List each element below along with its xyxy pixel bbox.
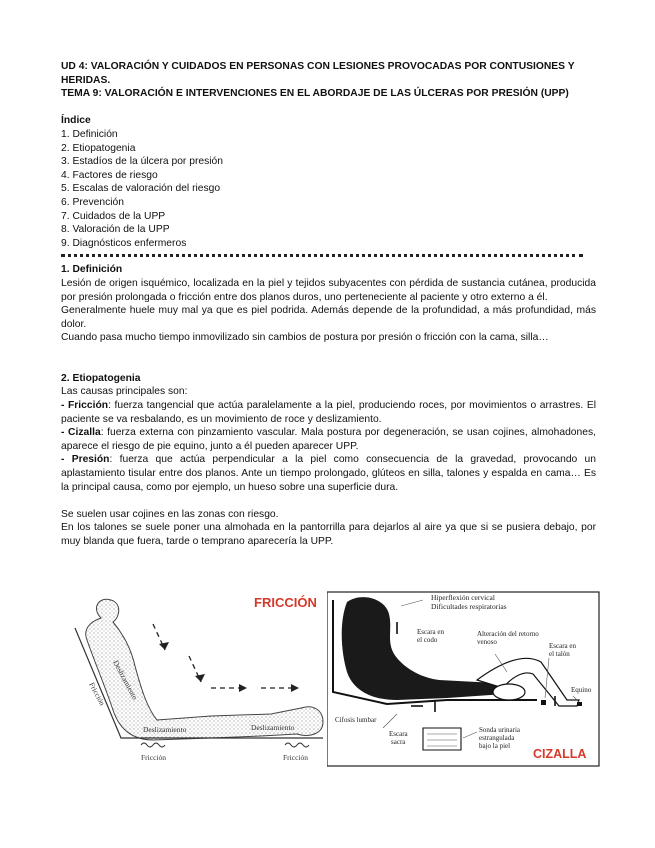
sacral-ulcer-label-1: Escara bbox=[389, 730, 408, 738]
kyphosis-label: Cifosis lumbar bbox=[335, 716, 377, 724]
friction-wave-1 bbox=[141, 743, 165, 747]
bottom-friction-label-1: Fricción bbox=[141, 753, 166, 762]
urinary-bag bbox=[423, 728, 461, 750]
document-page bbox=[61, 60, 596, 549]
sacral-ulcer-label-2: sacra bbox=[391, 738, 406, 746]
etiopathogenesis-title: 2. Etiopatogenia bbox=[61, 372, 141, 384]
topic-title: TEMA 9: VALORACIÓN E INTERVENCIONES EN EL ABORDAJE DE LAS ÚLCERAS POR PRESIÓN (UPP) bbox=[61, 88, 569, 100]
figures-row bbox=[61, 588, 601, 768]
heel-ulcer-label-2: el talón bbox=[549, 650, 570, 658]
catheter-label-1: Sonda urinaria bbox=[479, 726, 521, 734]
catheter-label-2: estrangulada bbox=[479, 734, 515, 742]
index-list bbox=[61, 128, 596, 250]
knee-pillow bbox=[493, 684, 525, 700]
arrowhead bbox=[159, 642, 169, 650]
definition-paragraph: Generalmente huele muy mal ya que es piel podrida. Además depende de la profundidad, a más profundidad, más dolor. bbox=[61, 305, 596, 330]
index-item: 7. Cuidados de la UPP bbox=[61, 210, 166, 222]
bottom-sliding-label-2: Deslizamiento bbox=[251, 723, 295, 732]
catheter-label-3: bajo la piel bbox=[479, 742, 511, 750]
venous-label-2: venoso bbox=[477, 638, 497, 646]
definition-paragraph: Lesión de origen isquémico, localizada en la piel y tejidos subyacentes con pérdida de sustancia cutánea, producida por presión prolongada o fricción entre dos planos duros, uno perteneciente al paciente y otro externo a él. bbox=[61, 277, 596, 303]
cause-pressure: - Presión: fuerza que actúa perpendicular a la piel como consecuencia de la gravedad, provocando un aplastamiento tisular entre dos planos. Ante un tiempo prolongado, glúteos en silla, talones y espalda en cama… Es la principal causa, como por ejemplo, un hueso sobre una superficie dura. bbox=[61, 454, 597, 493]
venous-label-1: Alteración del retorno bbox=[477, 630, 539, 638]
friction-wave-2 bbox=[285, 743, 309, 747]
definition-paragraph: Cuando pasa mucho tiempo inmovilizado sin cambios de postura por presión o fricción con la cama, silla… bbox=[61, 332, 549, 344]
bottom-sliding-label-1: Deslizamiento bbox=[143, 725, 187, 734]
hyperflexion-label: Hiperflexión cervical bbox=[431, 593, 495, 602]
note-heels: En los talones se suele poner una almohada en la pantorrilla para dejarlos al aire ya que si se pusiera debajo, por muy blanda que fuera, tarde o temprano aparecería la UPP. bbox=[61, 522, 596, 547]
heel-ulcer-label-1: Escara en bbox=[549, 642, 577, 650]
bottom-friction-label-2: Fricción bbox=[283, 753, 308, 762]
elbow-ulcer-label-1: Escara en bbox=[417, 628, 445, 636]
index-title: Índice bbox=[61, 115, 91, 127]
causes-intro: Las causas principales son: bbox=[61, 386, 188, 398]
elbow-ulcer-label-2: el codo bbox=[417, 636, 438, 644]
cause-friction: - Fricción: fuerza tangencial que actúa paralelamente a la piel, produciendo roces, por movimientos o arrastres. El paciente se va resbalando, es un movimiento de roce y deslizamiento. bbox=[61, 400, 597, 425]
index-item: 6. Prevención bbox=[61, 196, 124, 208]
definition-title: 1. Definición bbox=[61, 264, 123, 276]
breathing-label: Dificultades respiratorias bbox=[431, 602, 507, 611]
cause-shear: - Cizalla: fuerza externa con pinzamiento vascular. Mala postura por degeneración, se usan cojines, almohadones, aparece el riesgo de pie equino, junto a él pueden aparecer UPP. bbox=[61, 427, 596, 452]
index-item: 9. Diagnósticos enfermeros bbox=[61, 237, 187, 249]
back-friction-label: Fricción bbox=[87, 680, 107, 708]
index-item: 2. Etiopatogenia bbox=[61, 142, 136, 154]
index-item: 1. Definición bbox=[61, 128, 118, 140]
note-cushions: Se suelen usar cojines en las zonas con riesgo. bbox=[61, 508, 279, 520]
heel-mark bbox=[541, 700, 546, 705]
index-item: 8. Valoración de la UPP bbox=[61, 224, 170, 236]
dotted-divider bbox=[61, 254, 583, 257]
shear-diagram bbox=[327, 588, 601, 768]
foot-mark bbox=[577, 702, 582, 706]
arrowhead bbox=[291, 684, 299, 692]
arrowhead bbox=[195, 674, 205, 682]
equino-label: Equino bbox=[571, 686, 592, 694]
back-sliding-label: Deslizamiento bbox=[111, 658, 140, 702]
unit-title: UD 4: VALORACIÓN Y CUIDADOS EN PERSONAS CON LESIONES PROVOCADAS POR CONTUSIONES Y HERIDAS. bbox=[61, 61, 575, 86]
friction-figure-label: FRICCIÓN bbox=[254, 595, 317, 610]
index-item: 3. Estadíos de la úlcera por presión bbox=[61, 156, 223, 168]
shear-figure-label: CIZALLA bbox=[533, 747, 587, 761]
index-item: 5. Escalas de valoración del riesgo bbox=[61, 183, 221, 195]
index-item: 4. Factores de riesgo bbox=[61, 169, 158, 181]
arrowhead bbox=[239, 684, 247, 692]
friction-diagram bbox=[61, 588, 327, 768]
